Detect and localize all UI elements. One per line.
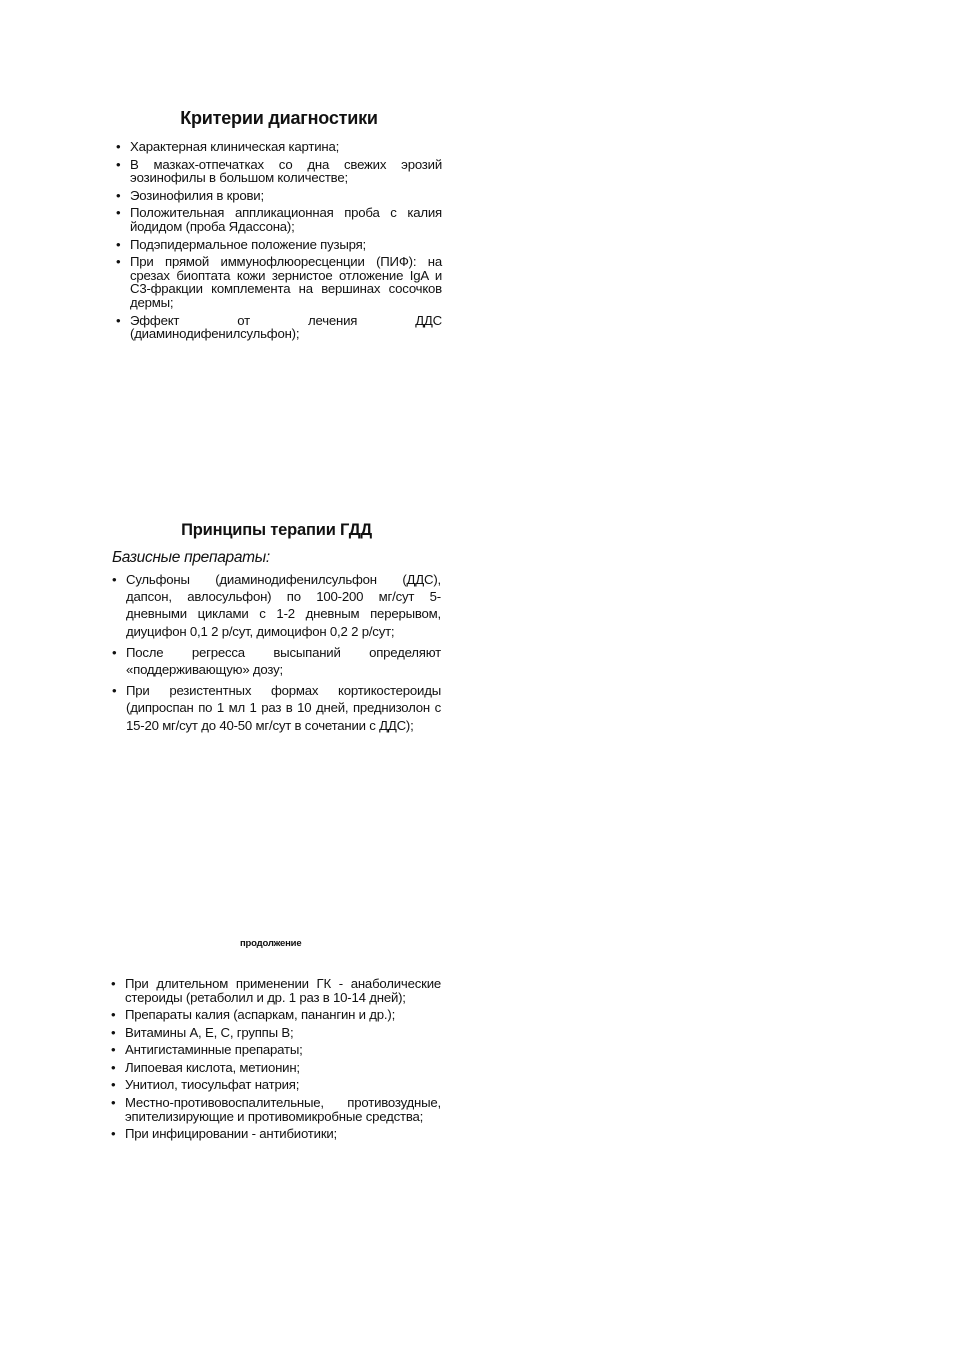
list-item: • Унитиол, тиосульфат натрия; (111, 1078, 441, 1092)
therapy-continued-list (111, 977, 441, 1141)
list-item: • При инфицировании - антибиотики; (111, 1127, 441, 1141)
list-item: • Липоевая кислота, метионин; (111, 1061, 441, 1075)
list-item: • Местно-противовоспалительные, противозудные, эпителизирующие и противомикробные средства; (111, 1096, 441, 1124)
list-item: • Препараты калия (аспаркам, панангин и др.); (111, 1008, 441, 1022)
therapy-principles-list (112, 571, 441, 734)
basic-drugs-subtitle: Базисные препараты: (112, 549, 270, 566)
list-item: • При прямой иммунофлюоресценции (ПИФ): на срезах биоптата кожи зернистое отложение IgA и C3-фракции комплемента на вершинах сосочков дермы; (116, 255, 442, 309)
therapy-principles-section (112, 521, 441, 738)
list-item: • Подэпидермальное положение пузыря; (116, 238, 442, 252)
therapy-principles-title: Принципы терапии ГДД (181, 521, 372, 539)
list-item: • Эозинофилия в крови; (116, 189, 442, 203)
diagnostic-criteria-section (116, 108, 442, 345)
list-item: • При резистентных формах кортикостероиды (дипроспан по 1 мл 1 раз в 10 дней, преднизолон с 15-20 мг/сут до 40-50 мг/сут в сочетании с ДДС); (112, 682, 441, 734)
continued-label: продолжение (240, 938, 302, 949)
list-item: • Витамины А, Е, С, группы В; (111, 1026, 441, 1040)
list-item: • После регресса высыпаний определяют «поддерживающую» дозу; (112, 644, 441, 678)
list-item: • В мазках-отпечатках со дна свежих эрозий эозинофилы в большом количестве; (116, 158, 442, 185)
list-item: • При длительном применении ГК - анаболические стероиды (ретаболил и др. 1 раз в 10-14 дней); (111, 977, 441, 1005)
list-item: • Сульфоны (диаминодифенилсульфон (ДДС), дапсон, авлосульфон) по 100-200 мг/сут 5-дневными циклами с 1-2 дневным перерывом, диуцифон 0,1 2 р/сут, димоцифон 0,2 2 р/сут; (112, 571, 441, 640)
list-item: • Положительная аппликационная проба с калия йодидом (проба Ядассона); (116, 206, 442, 233)
list-item: • Эффект от лечения ДДС (диаминодифенилсульфон); (116, 314, 442, 341)
diagnostic-criteria-title: Критерии диагностики (180, 108, 378, 128)
therapy-continued-section (111, 977, 441, 1144)
list-item: • Антигистаминные препараты; (111, 1043, 441, 1057)
diagnostic-criteria-list (116, 140, 442, 341)
list-item: • Характерная клиническая картина; (116, 140, 442, 154)
